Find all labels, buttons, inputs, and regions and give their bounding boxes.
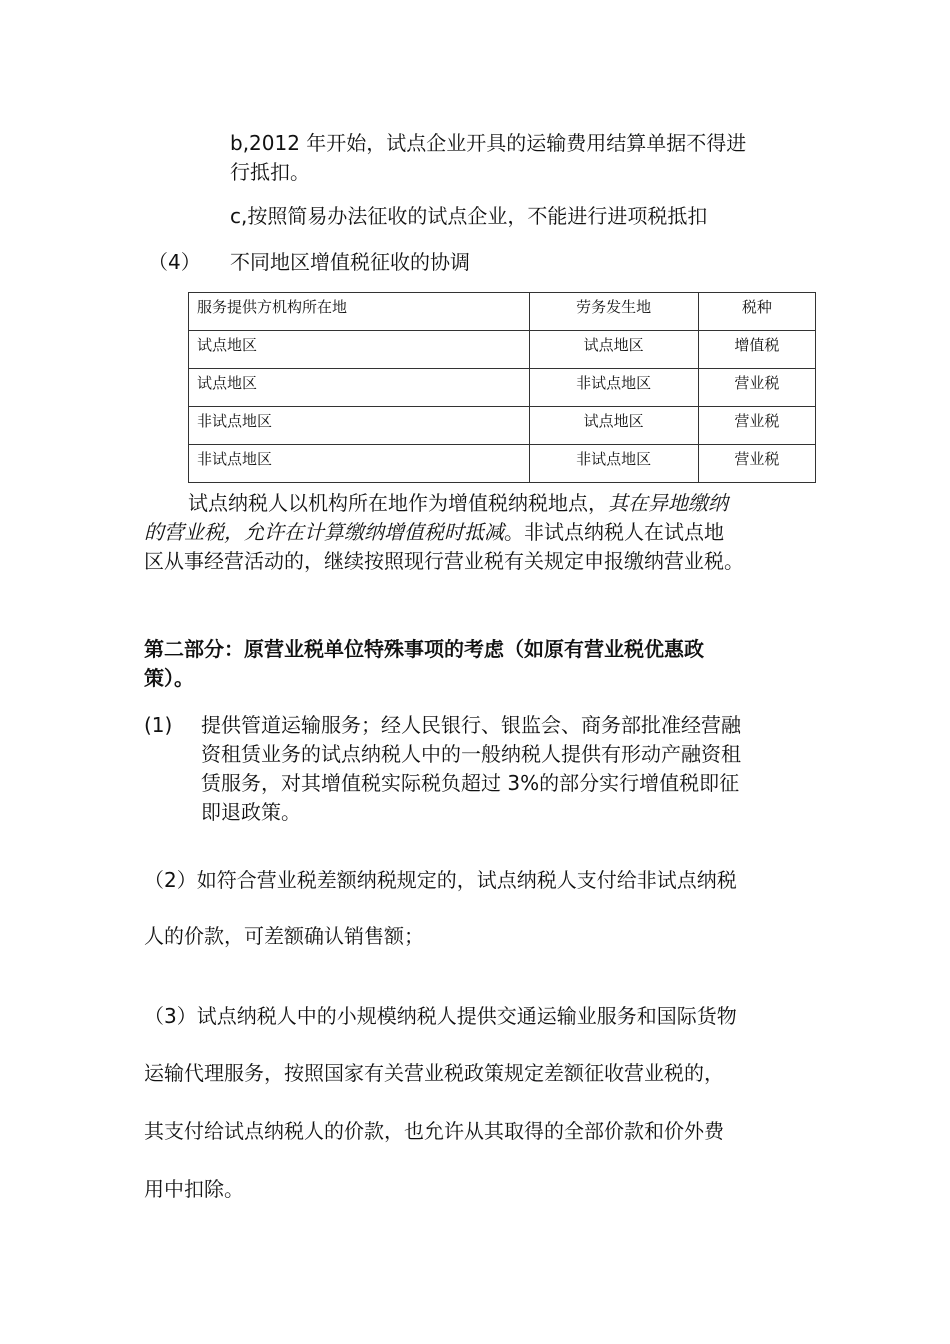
table-row — [189, 445, 816, 483]
table-header-cell: 劳务发生地 — [529, 293, 698, 331]
paragraph-1-line-2 — [144, 518, 724, 547]
paragraph-1-italic-text: 的营业税，允许在计算缴纳增值税时抵减 — [144, 520, 504, 544]
table-cell: 增值税 — [698, 331, 815, 369]
table-header-cell: 税种 — [698, 293, 815, 331]
policy-1-line: 赁服务，对其增值税实际税负超过 3%的部分实行增值税即征 — [201, 771, 740, 795]
table-row — [189, 369, 816, 407]
table-cell: 试点地区 — [529, 407, 698, 445]
table-cell: 试点地区 — [189, 369, 530, 407]
region-tax-table — [188, 292, 816, 483]
table-cell: 营业税 — [698, 369, 815, 407]
section-b-line-2: 行抵扣。 — [230, 160, 310, 184]
table-row — [189, 331, 816, 369]
paragraph-1-text: 试点纳税人以机构所在地作为增值税纳税地点， — [188, 491, 608, 515]
policy-3-line: （3）试点纳税人中的小规模纳税人提供交通运输业服务和国际货物 — [144, 1004, 737, 1028]
section-c-line-1: c,按照简易办法征收的试点企业，不能进行进项税抵扣 — [230, 204, 708, 228]
table-cell: 试点地区 — [529, 331, 698, 369]
table-cell: 非试点地区 — [529, 445, 698, 483]
policy-3-line: 用中扣除。 — [144, 1177, 244, 1201]
part-2-heading-line-1: 第二部分：原营业税单位特殊事项的考虑（如原有营业税优惠政 — [144, 637, 704, 661]
policy-1-line: 提供管道运输服务；经人民银行、银监会、商务部批准经营融 — [201, 713, 741, 737]
section-b-line-1: b,2012 年开始，试点企业开具的运输费用结算单据不得进 — [230, 131, 747, 155]
policy-2-line: 人的价款，可差额确认销售额； — [144, 924, 424, 948]
table-cell: 营业税 — [698, 407, 815, 445]
table-cell: 非试点地区 — [529, 369, 698, 407]
table-cell: 试点地区 — [189, 331, 530, 369]
table-header-cell: 服务提供方机构所在地 — [189, 293, 530, 331]
item-4-number: （4） — [148, 250, 201, 274]
table-cell: 非试点地区 — [189, 407, 530, 445]
table-header-row — [189, 293, 816, 331]
paragraph-1-line-1 — [188, 489, 728, 518]
policy-1-line: 资租赁业务的试点纳税人中的一般纳税人提供有形动产融资租 — [201, 742, 741, 766]
policy-2-line: （2）如符合营业税差额纳税规定的，试点纳税人支付给非试点纳税 — [144, 868, 737, 892]
paragraph-1-line-3: 区从事经营活动的，继续按照现行营业税有关规定申报缴纳营业税。 — [144, 549, 744, 573]
table-row — [189, 407, 816, 445]
policy-3-line: 其支付给试点纳税人的价款，也允许从其取得的全部价款和价外费 — [144, 1119, 724, 1143]
paragraph-1-text: 。非试点纳税人在试点地 — [504, 520, 724, 544]
table-cell: 非试点地区 — [189, 445, 530, 483]
part-2-heading-line-2: 策）。 — [144, 666, 194, 690]
policy-3-line: 运输代理服务，按照国家有关营业税政策规定差额征收营业税的， — [144, 1061, 724, 1085]
policy-1-line: 即退政策。 — [201, 800, 301, 824]
paragraph-1-italic-text: 其在异地缴纳 — [608, 491, 728, 515]
policy-1-number: (1) — [144, 713, 173, 737]
item-4-title: 不同地区增值税征收的协调 — [230, 250, 470, 274]
table-cell: 营业税 — [698, 445, 815, 483]
